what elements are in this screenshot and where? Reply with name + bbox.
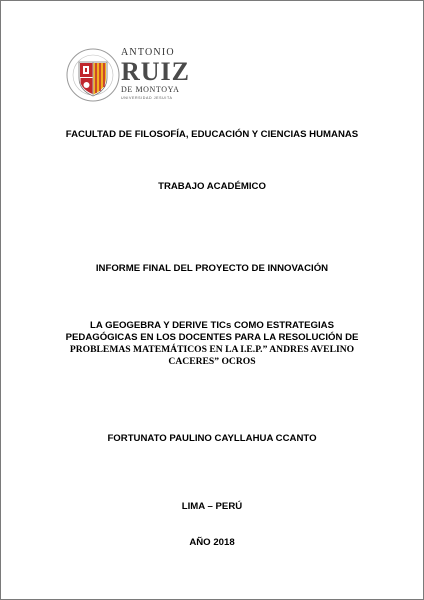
work-type: TRABAJO ACADÉMICO	[158, 181, 266, 192]
thesis-title	[1, 320, 423, 368]
logo-line-montoya: DE MONTOYA	[121, 85, 180, 94]
logo-line-ruiz: RUIZ	[121, 57, 191, 86]
title-line-4: CACERES” OCROS	[168, 356, 256, 367]
report-heading: INFORME FINAL DEL PROYECTO DE INNOVACIÓN	[95, 263, 329, 274]
place: LIMA – PERÚ	[181, 501, 243, 512]
university-seal-icon	[65, 47, 121, 103]
faculty-name: FACULTAD DE FILOSOFÍA, EDUCACIÓN Y CIENCIAS HUMANAS	[65, 129, 359, 140]
logo-line-universidad: UNIVERSIDAD JESUITA	[121, 96, 173, 100]
logo-wordmark	[121, 47, 191, 101]
university-logo	[65, 45, 191, 105]
title-line-2: PEDAGÓGICAS EN LOS DOCENTES PARA LA RESOLUCIÓN DE	[65, 332, 359, 343]
author-name: FORTUNATO PAULINO CAYLLAHUA CCANTO	[107, 433, 317, 444]
logo-line-antonio: ANTONIO	[121, 47, 175, 58]
title-line-3: PROBLEMAS MATEMÁTICOS EN LA I.E.P.” ANDRES AVELINO	[69, 344, 355, 355]
title-line-1: LA GEOGEBRA Y DERIVE TICs COMO ESTRATEGIAS	[90, 320, 334, 331]
year: AÑO 2018	[189, 537, 235, 548]
